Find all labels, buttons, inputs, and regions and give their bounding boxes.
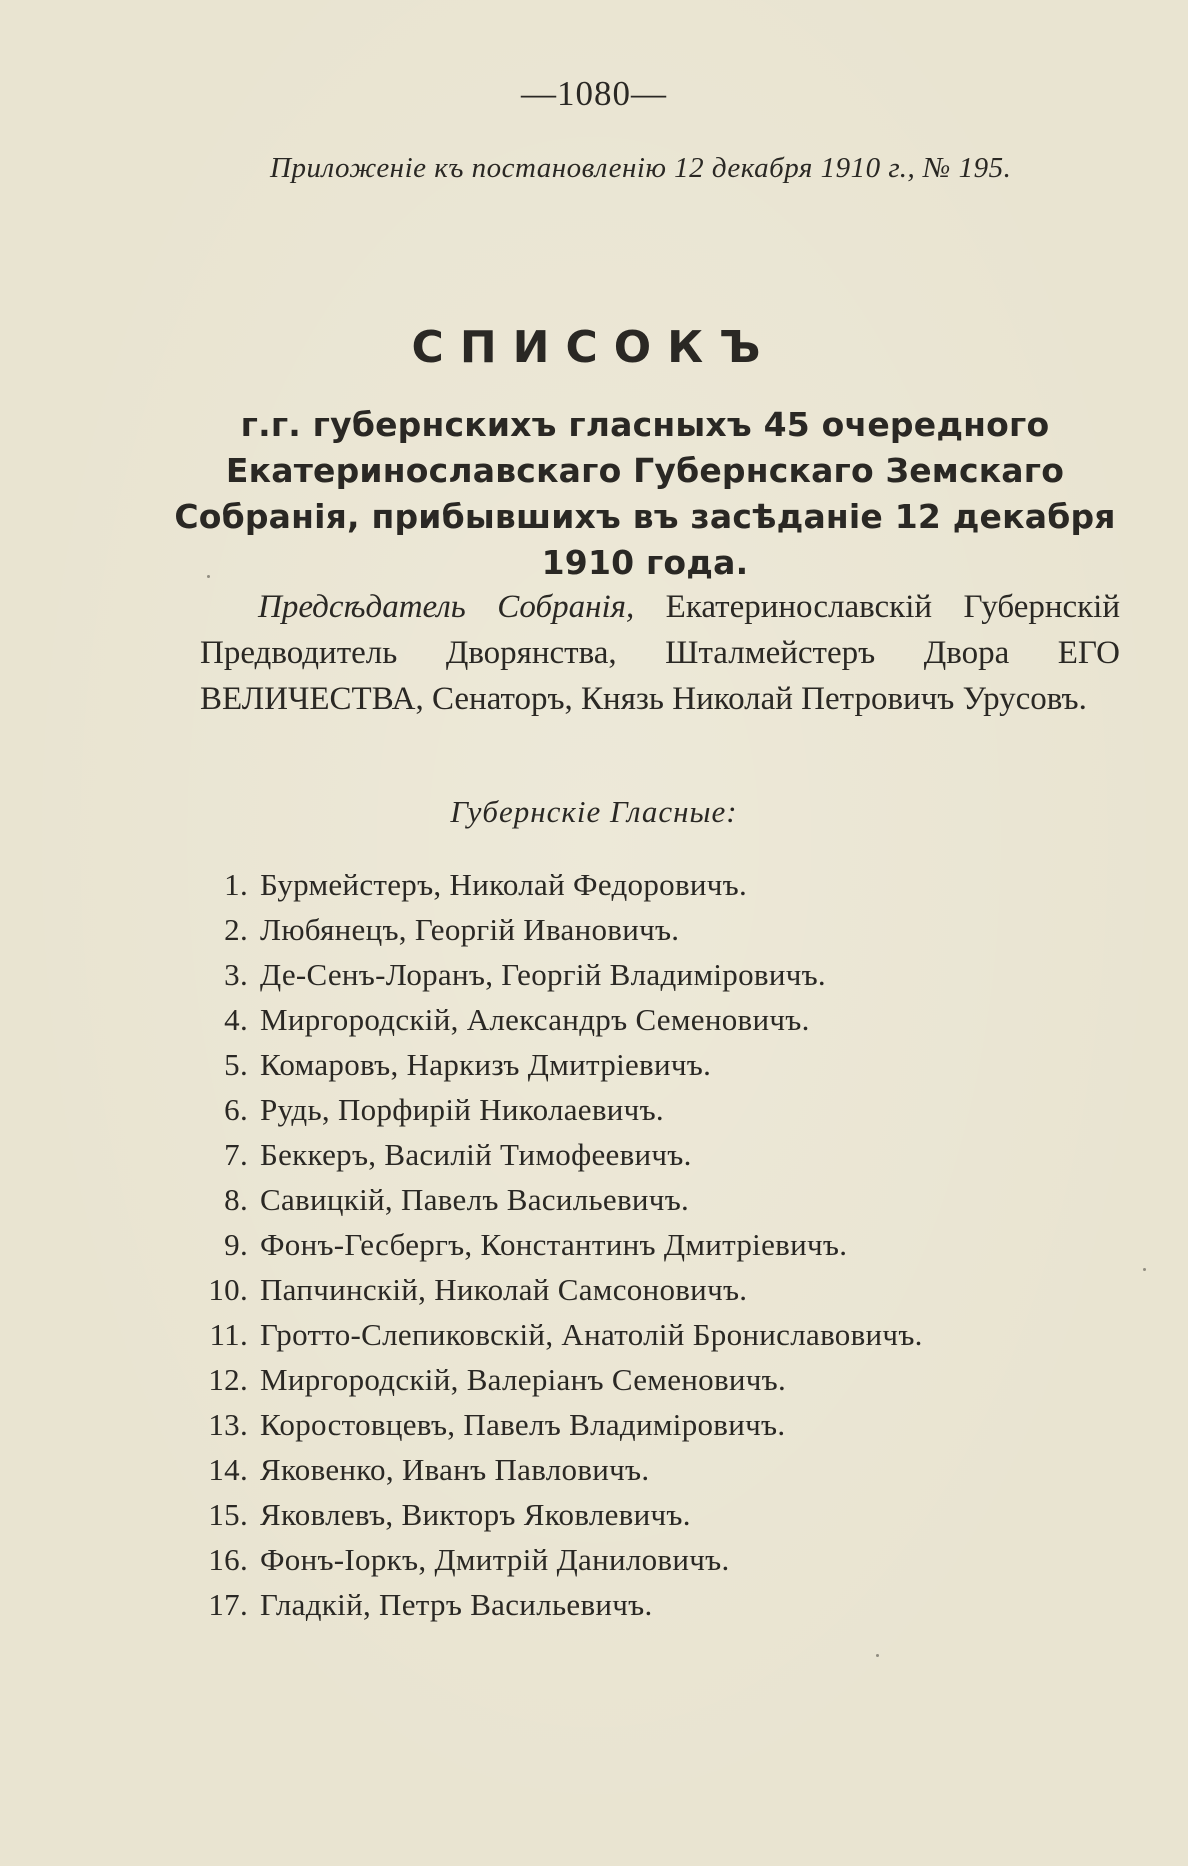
- member-number: 9.: [224, 1226, 248, 1262]
- member-name: Савицкій, Павелъ Васильевичъ.: [260, 1181, 690, 1217]
- list-item: [170, 1582, 1120, 1627]
- page-number: —1080—: [521, 74, 667, 113]
- member-number: 17.: [208, 1586, 248, 1622]
- member-name: Миргородскій, Валеріанъ Семеновичъ.: [260, 1361, 787, 1397]
- member-name: Гротто-Слепиковскій, Анатолій Брониславовичъ.: [260, 1316, 923, 1352]
- list-item: [170, 952, 1120, 997]
- paper-speck: [207, 575, 210, 578]
- member-number: 16.: [208, 1541, 248, 1577]
- member-name: Гладкій, Петръ Васильевичъ.: [260, 1586, 653, 1622]
- member-name: Папчинскій, Николай Самсоновичъ.: [260, 1271, 748, 1307]
- list-item: [170, 862, 1120, 907]
- appendix-note: Приложеніе къ постановленію 12 декабря 1910 г., № 195.: [270, 152, 1012, 184]
- member-name: Комаровъ, Наркизъ Дмитріевичъ.: [260, 1046, 712, 1082]
- member-number: 11.: [209, 1316, 248, 1352]
- list-item: [170, 1402, 1120, 1447]
- member-name: Фонъ-Гесбергъ, Константинъ Дмитріевичъ.: [260, 1226, 848, 1262]
- member-number: 15.: [208, 1496, 248, 1532]
- list-item: [170, 1492, 1120, 1537]
- member-name: Яковенко, Иванъ Павловичъ.: [260, 1451, 650, 1487]
- list-item: [170, 1267, 1120, 1312]
- member-name: Фонъ-Іоркъ, Дмитрій Даниловичъ.: [260, 1541, 730, 1577]
- member-number: 5.: [224, 1046, 248, 1082]
- member-name: Беккеръ, Василій Тимофеевичъ.: [260, 1136, 692, 1172]
- members-list: [170, 862, 1120, 1627]
- member-number: 14.: [208, 1451, 248, 1487]
- list-item: [170, 907, 1120, 952]
- member-number: 2.: [224, 911, 248, 947]
- member-number: 8.: [224, 1181, 248, 1217]
- member-number: 1.: [224, 866, 248, 902]
- section-heading: Губернскіе Гласные:: [450, 794, 738, 829]
- document-title: СПИСОКЪ: [411, 322, 777, 373]
- member-number: 6.: [224, 1091, 248, 1127]
- member-number: 7.: [224, 1136, 248, 1172]
- member-name: Бурмейстеръ, Николай Федоровичъ.: [260, 866, 748, 902]
- list-item: [170, 1087, 1120, 1132]
- list-item: [170, 1177, 1120, 1222]
- chairman-role: Предсѣдатель Собранія,: [258, 589, 635, 625]
- member-number: 12.: [208, 1361, 248, 1397]
- list-item: [170, 1132, 1120, 1177]
- chairman-paragraph: [200, 584, 1120, 722]
- list-item: [170, 997, 1120, 1042]
- list-item: [170, 1222, 1120, 1267]
- list-item: [170, 1042, 1120, 1087]
- member-name: Миргородскій, Александръ Семеновичъ.: [260, 1001, 810, 1037]
- member-number: 13.: [208, 1406, 248, 1442]
- member-name: Коростовцевъ, Павелъ Владиміровичъ.: [260, 1406, 786, 1442]
- member-number: 4.: [224, 1001, 248, 1037]
- member-name: Яковлевъ, Викторъ Яковлевичъ.: [260, 1496, 691, 1532]
- member-number: 10.: [208, 1271, 248, 1307]
- member-number: 3.: [224, 956, 248, 992]
- list-item: [170, 1447, 1120, 1492]
- list-item: [170, 1537, 1120, 1582]
- document-subtitle: г.г. губернскихъ гласныхъ 45 очередного Екатеринославскаго Губернскаго Земскаго Собранія, прибывшихъ въ засѣданіе 12 декабря 1910 года.: [174, 405, 1116, 582]
- paper-speck: [876, 1654, 879, 1657]
- list-item: [170, 1357, 1120, 1402]
- chairman-description: Екатеринославскій Губернскій Предводитель Дворянства, Шталмейстеръ Двора ЕГО ВЕЛИЧЕСТВА, Сенаторъ, Князь Николай Петровичъ Урусовъ.: [200, 589, 1121, 717]
- member-name: Рудь, Порфирій Николаевичъ.: [260, 1091, 664, 1127]
- member-name: Де-Сенъ-Лоранъ, Георгій Владиміровичъ.: [260, 956, 826, 992]
- member-name: Любянецъ, Георгій Ивановичъ.: [260, 911, 680, 947]
- list-item: [170, 1312, 1120, 1357]
- paper-speck: [1143, 1268, 1146, 1271]
